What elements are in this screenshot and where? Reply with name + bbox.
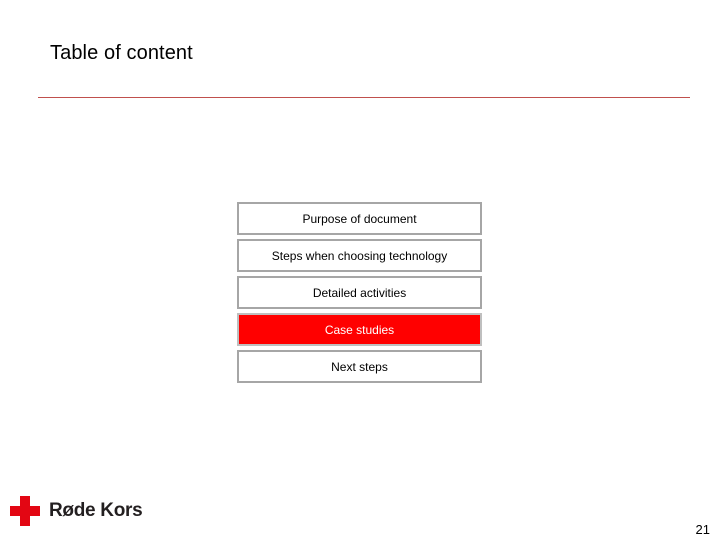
logo-text: Røde Kors <box>49 500 143 521</box>
toc-item-label: Detailed activities <box>312 285 407 300</box>
toc-item-label: Steps when choosing technology <box>271 248 448 263</box>
toc-item-label: Case studies <box>324 322 395 337</box>
rode-kors-logo <box>10 496 142 526</box>
toc-item-case-studies[interactable] <box>237 313 482 346</box>
toc-item-next-steps[interactable] <box>237 350 482 383</box>
toc-item-activities[interactable] <box>237 276 482 309</box>
title-divider <box>38 97 690 98</box>
page-number: 21 <box>695 522 710 537</box>
slide-title: Table of content <box>50 42 193 64</box>
toc-item-label: Next steps <box>331 359 388 374</box>
red-cross-icon <box>10 496 40 526</box>
table-of-contents <box>237 202 482 387</box>
toc-item-steps[interactable] <box>237 239 482 272</box>
toc-item-purpose[interactable] <box>237 202 482 235</box>
toc-item-label: Purpose of document <box>302 211 417 226</box>
